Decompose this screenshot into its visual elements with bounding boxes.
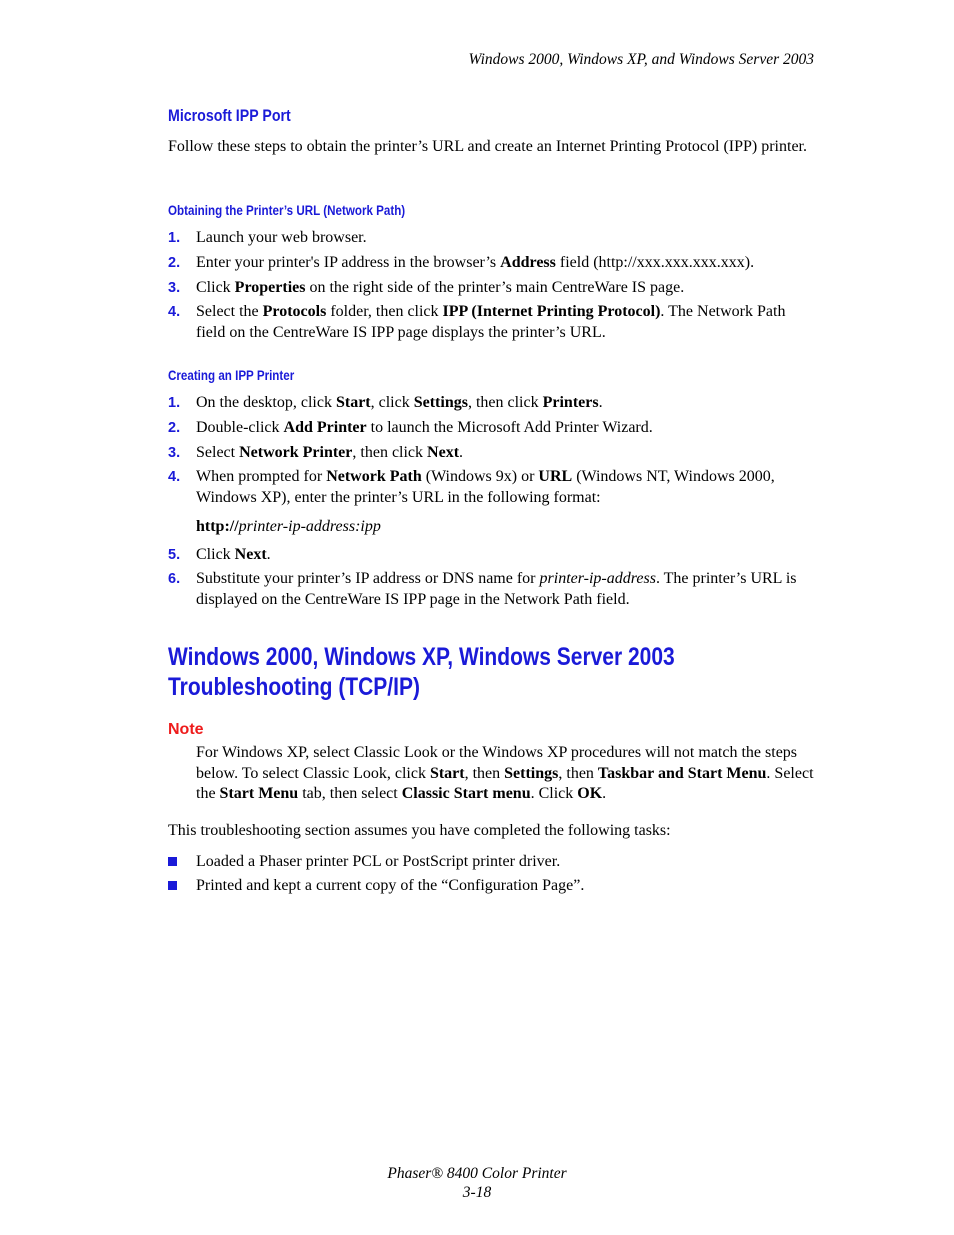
obtain-step-2 — [168, 253, 818, 274]
bullet-text: Printed and kept a current copy of the “Configuration Page”. — [196, 877, 585, 894]
step-number: 6. — [168, 571, 181, 587]
list-item — [168, 852, 818, 873]
footer-page-number: 3-18 — [462, 1184, 492, 1201]
step-number: 2. — [168, 255, 181, 271]
step-number: 4. — [168, 304, 181, 320]
step-text: Click Properties on the right side of the printer’s main CentreWare IS page. — [196, 279, 685, 296]
create-step-5 — [168, 545, 818, 566]
note-text: For Windows XP, select Classic Look or the Windows XP procedures will not match the steps below. To select Classic Look, click Start, then Settings, then Taskbar and Start Menu. Select the Start Menu tab, then select Classic Start menu. Click OK. — [196, 744, 814, 802]
bullet-text: Loaded a Phaser printer PCL or PostScript printer driver. — [196, 853, 561, 870]
footer-product: Phaser® 8400 Color Printer — [387, 1165, 567, 1182]
square-bullet-icon — [168, 857, 177, 866]
subsection-title-creating-ipp-printer: Creating an IPP Printer — [168, 368, 295, 383]
step-text: Select Network Printer, then click Next. — [196, 444, 464, 461]
section-title-line-2: Troubleshooting (TCP/IP) — [168, 673, 420, 701]
subsection-title-obtaining-url: Obtaining the Printer’s URL (Network Path) — [168, 203, 406, 218]
square-bullet-icon — [168, 881, 177, 890]
step-text: Enter your printer's IP address in the browser’s Address field (http://xxx.xxx.xxx.xxx). — [196, 254, 755, 271]
step-number: 2. — [168, 420, 181, 436]
step-text: Launch your web browser. — [196, 229, 367, 246]
section-title-troubleshooting — [168, 642, 675, 702]
create-step-3 — [168, 443, 818, 464]
obtain-step-4 — [168, 302, 818, 343]
running-header: Windows 2000, Windows XP, and Windows Server 2003 — [468, 51, 814, 68]
section-title-microsoft-ipp-port: Microsoft IPP Port — [168, 107, 291, 125]
section-title-line-1: Windows 2000, Windows XP, Windows Server 2003 — [168, 643, 675, 671]
url-format-prefix: http:// — [196, 518, 239, 535]
step-number: 3. — [168, 445, 181, 461]
create-step-4 — [168, 467, 818, 508]
step-number: 1. — [168, 230, 181, 246]
step-number: 1. — [168, 395, 181, 411]
step-text: When prompted for Network Path (Windows 9x) or URL (Windows NT, Windows 2000, Windows XP), enter the printer’s URL in the following format: — [196, 468, 775, 506]
obtain-step-3 — [168, 278, 818, 299]
step-text: On the desktop, click Start, click Settings, then click Printers. — [196, 394, 603, 411]
create-step-6 — [168, 569, 818, 610]
obtain-step-1 — [168, 228, 818, 249]
step-text: Double-click Add Printer to launch the Microsoft Add Printer Wizard. — [196, 419, 653, 436]
step-number: 4. — [168, 469, 181, 485]
url-format-example — [196, 517, 818, 538]
step-number: 5. — [168, 547, 181, 563]
url-format-value: printer-ip-address:ipp — [238, 518, 381, 535]
page-footer — [0, 1164, 954, 1202]
step-text: Select the Protocols folder, then click IPP (Internet Printing Protocol). The Network Path field on the CentreWare IS IPP page displays the printer’s URL. — [196, 303, 786, 341]
step-text: Click Next. — [196, 546, 271, 563]
assumption-paragraph: This troubleshooting section assumes you have completed the following tasks: — [168, 822, 671, 839]
create-step-2 — [168, 418, 818, 439]
list-item — [168, 876, 818, 897]
create-step-1 — [168, 393, 818, 414]
note-label: Note — [168, 721, 204, 738]
step-text: Substitute your printer’s IP address or DNS name for printer-ip-address. The printer’s URL is displayed on the CentreWare IS IPP page in the Network Path field. — [196, 570, 797, 608]
intro-paragraph: Follow these steps to obtain the printer’s URL and create an Internet Printing Protocol (IPP) printer. — [168, 138, 807, 155]
step-number: 3. — [168, 280, 181, 296]
